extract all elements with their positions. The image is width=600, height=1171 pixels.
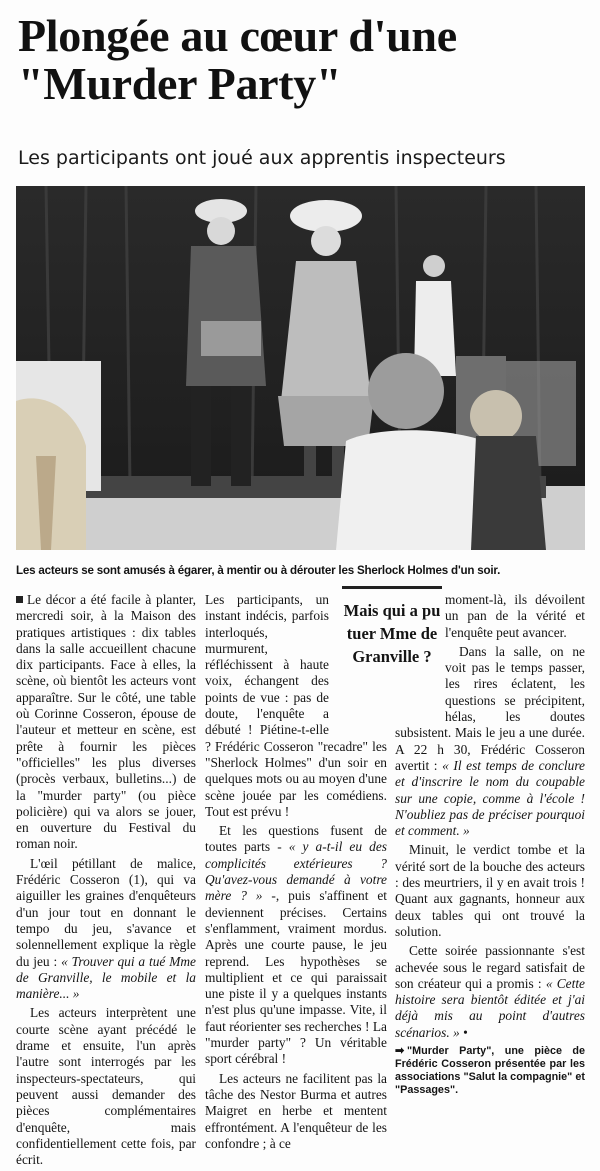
paragraph: L'œil pétillant de malice, Frédéric Cosseron (1), qui va aiguiller les graines d'enquêteurs d'un jour tout en donnant le tempo du jeu, s'avance et solennellement explique la règle du jeu : « Trouver qui a tué Mme de Granville, le mobile et la manière... » bbox=[16, 855, 196, 1002]
paragraph: Les acteurs ne facilitent pas la tâche des Nestor Burma et autres Maigret en herbe et mentent effrontément. A l'enquêteur de les confondre ; à ce bbox=[205, 1070, 387, 1151]
square-bullet-icon bbox=[16, 596, 23, 603]
headline: Plongée au cœur d'une "Murder Party" bbox=[18, 10, 457, 109]
paragraph: Minuit, le verdict tombe et la vérité sort de la bouche des acteurs : des meurtriers, il y en avait trois ! Quant aux gagnants, honneur aux deux tables qui ont trouvé la solution. bbox=[395, 842, 585, 939]
article-photo bbox=[16, 186, 585, 550]
photo-caption: Les acteurs se sont amusés à égarer, à mentir ou à dérouter les Sherlock Holmes d'un soir. bbox=[16, 564, 501, 577]
paragraph: moment-là, ils dévoilent un pan de la vérité et l'enquête peut avancer. bbox=[445, 592, 585, 640]
subheadline: Les participants ont joué aux apprentis inspecteurs bbox=[18, 147, 506, 169]
arrow-right-icon: ➡ bbox=[395, 1045, 405, 1058]
paragraph: Cette soirée passionnante s'est achevée sous le regard satisfait de son créateur qui a promis : « Cette histoire sera bientôt éditée et j'ai déjà mis au point d'autres scénarios. » • bbox=[395, 943, 585, 1040]
column-1 bbox=[16, 592, 196, 1171]
paragraph: Les acteurs interprètent une courte scène ayant précédé le drame et ensuite, l'un après l'autre sont interrogés par les inspecteurs-spectateurs, qui peuvent aussi demander des pièces complémentaires d'enquête, mais confidentiellement cette fois, par écrit. bbox=[16, 1005, 196, 1168]
column-3 bbox=[395, 592, 585, 1097]
paragraph: Les participants, un instant indécis, parfois interloqués, murmurent, réfléchissent à haute voix, échangent des points de vue : pas de doute, l'enquête a débuté ! Piétine-t-elle ? Frédéric Cosseron "recadre" les "Sherlock Holmes" d'un soir en quelques mots ou au moyen d'une scène jouée par les comédiens. Tout est prévu ! bbox=[205, 592, 387, 819]
credit-note: ➡ "Murder Party", une pièce de Frédéric Cosseron présentée par les associations "Salut la compagnie" et "Passages". bbox=[395, 1045, 585, 1097]
paragraph: Et les questions fusent de toutes parts - « y a-t-il eu des complicités extérieures ? Qu'avez-vous demandé à votre mère ? » -, puis s'affinent et deviennent précises. Certains s'enflamment, vraiment mordus. Après une courte pause, le jeu reprend. Les hypothèses se multiplient et ce qui paraissait une piste il y a quelques instants n'est plus qu'une impasse. Vite, il faut réorienter ses recherches ! La "murder party" ? Un véritable sport cérébral ! bbox=[205, 823, 388, 1067]
paragraph: Dans la salle, on ne voit pas le temps passer, les rires éclatent, les questions se précipitent, hélas, les doutes subsistent. Mais le jeu a une durée. A 22 h 30, Frédéric Cosseron avertit : « Il est temps de conclure et d'inscrire le nom du coupable sur une copie, comme à l'école ! N'oubliez pas de préciser pourquoi et comment. » bbox=[395, 643, 585, 839]
paragraph: Le décor a été facile à planter, mercredi soir, à la Maison des pratiques artistiques : dix tables dans la salle accueillent chacune dix participants. Face à elles, la scène, où bientôt les acteurs vont apparaître. Sur le côté, une table où Corinne Cosseron, épouse de l'auteur et metteur en scène, est prête à fournir les pièces "officielles" les plus diverses (procès verbaux, bulletins...) de la "murder party" (ou pièce policière) qui va alors se jouer, en ouverture du Festival du roman noir. bbox=[16, 592, 196, 852]
sidebar-question-box: Mais qui a pu tuer Mme de Granville ? bbox=[342, 586, 442, 727]
column-2 bbox=[205, 592, 387, 1155]
